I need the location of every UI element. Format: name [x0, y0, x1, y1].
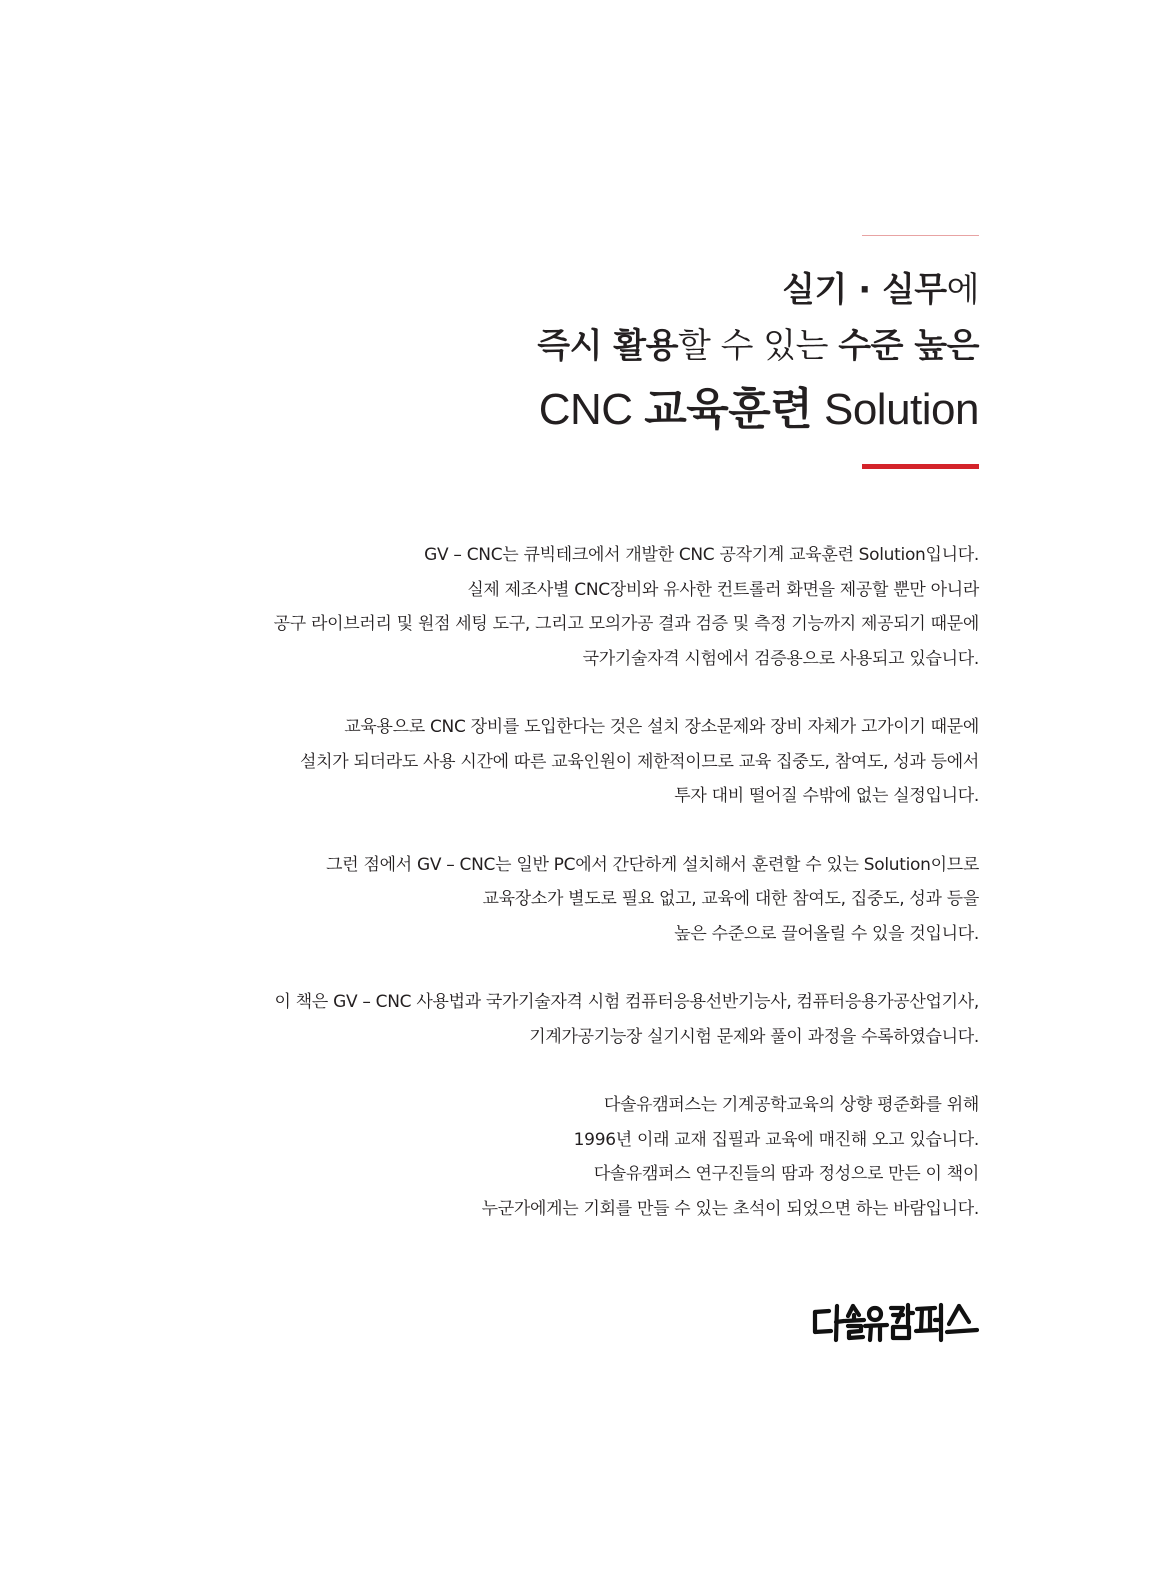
headline: [179, 262, 979, 444]
paragraph-line: 기계가공기능장 실기시험 문제와 풀이 과정을 수록하였습니다.: [529, 1026, 979, 1047]
headline-line-1: [179, 262, 979, 318]
paragraph-line: 그런 점에서 GV – CNC는 일반 PC에서 간단하게 설치해서 훈련할 수 있는 Solution이므로: [326, 854, 979, 875]
paragraph-line: 높은 수준으로 끌어올릴 수 있을 것입니다.: [674, 923, 979, 944]
paragraph-line: 누군가에게는 기회를 만들 수 있는 초석이 되었으면 하는 바람입니다.: [481, 1198, 979, 1219]
paragraph-line: 국가기술자격 시험에서 검증용으로 사용되고 있습니다.: [582, 648, 979, 669]
paragraph-5: [159, 1088, 979, 1226]
paragraph-line: 교육용으로 CNC 장비를 도입한다는 것은 설치 장소문제와 장비 자체가 고가이기 때문에: [344, 717, 979, 737]
paragraph-line: 실제 제조사별 CNC장비와 유사한 컨트롤러 화면을 제공할 뿐만 아니라: [467, 579, 979, 600]
headline-line-2-bold-1: 즉시 활용: [537, 326, 678, 366]
paragraph-line: 설치가 되더라도 사용 시간에 따른 교육인원이 제한적이므로 교육 집중도, 참여도, 성과 등에서: [300, 751, 979, 772]
headline-line-1-bold: 실기 · 실무: [782, 270, 947, 310]
headline-line-2-light: 할 수 있는: [677, 326, 839, 366]
signature-handwriting: [809, 1300, 979, 1348]
headline-line-1-light: 에: [946, 270, 979, 310]
paragraph-line: 공구 라이브러리 및 원점 세팅 도구, 그리고 모의가공 결과 검증 및 측정 기능까지 제공되기 때문에: [273, 614, 979, 634]
headline-line-3: [179, 376, 979, 444]
body-text: [159, 538, 979, 1260]
paragraph-line: 다솔유캠퍼스 연구진들의 땀과 정성으로 만든 이 책이: [593, 1164, 979, 1184]
paragraph-line: 이 책은 GV – CNC 사용법과 국가기술자격 시험 컴퓨터응용선반기능사, 컴퓨터응용가공산업기사,: [274, 992, 979, 1012]
accent-divider: [862, 464, 979, 469]
headline-line-3-light-2: Solution: [812, 385, 979, 434]
headline-line-3-light-1: CNC: [538, 385, 645, 434]
headline-line-2-bold-2: 수준 높은: [838, 326, 979, 366]
paragraph-1: [159, 538, 979, 676]
headline-line-2: [179, 318, 979, 374]
paragraph-line: 다솔유캠퍼스는 기계공학교육의 상향 평준화를 위해: [603, 1095, 979, 1115]
paragraph-2: [159, 710, 979, 814]
paragraph-4: [159, 985, 979, 1054]
top-divider: [862, 235, 979, 236]
paragraph-line: 교육장소가 별도로 필요 없고, 교육에 대한 참여도, 집중도, 성과 등을: [482, 889, 979, 909]
paragraph-line: 투자 대비 떨어질 수밖에 없는 실정입니다.: [674, 786, 979, 806]
headline-line-3-bold: 교육훈련: [644, 385, 813, 434]
paragraph-line: 1996년 이래 교재 집필과 교육에 매진해 오고 있습니다.: [573, 1129, 979, 1150]
signature-logo: [679, 1300, 979, 1350]
paragraph-3: [159, 848, 979, 952]
paragraph-line: GV – CNC는 큐빅테크에서 개발한 CNC 공작기계 교육훈련 Solution입니다.: [424, 545, 979, 565]
